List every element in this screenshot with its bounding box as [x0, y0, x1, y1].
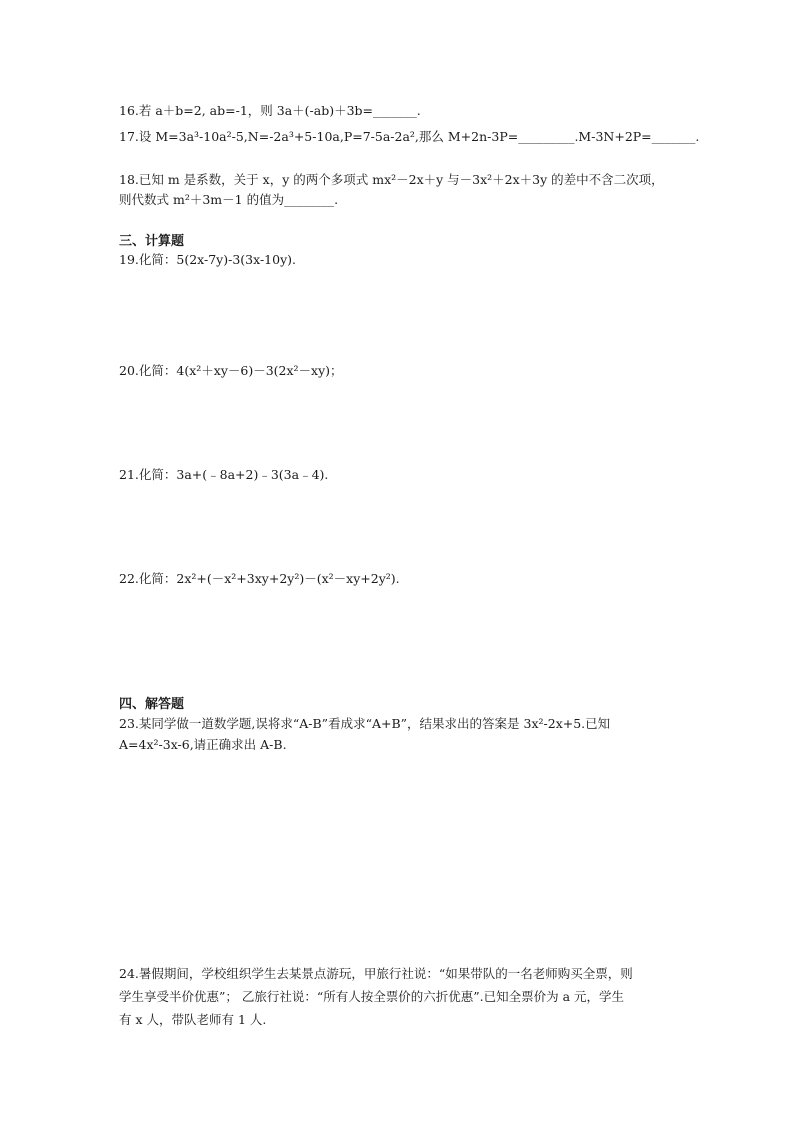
question-18-line-1: 18.已知 m 是系数，关于 x，y 的两个多项式 mx²－2x＋y 与－3x²＋2x＋3y 的差中不含二次项，	[119, 172, 664, 187]
question-17: 17.设 M=3a³-10a²-5,N=-2a³+5-10a,P=7-5a-2a²,那么 M+2n-3P=_________.M-3N+2P=_______.	[119, 129, 700, 144]
question-22: 22.化简：2x²+(－x²+3xy+2y²)－(x²－xy+2y²).	[119, 571, 400, 586]
question-24-line-2: 学生享受半价优惠”； 乙旅行社说：“所有人按全票价的六折优惠”.已知全票价为 a 元，学生	[119, 989, 625, 1004]
question-23-line-1: 23.某同学做一道数学题,误将求“A-B”看成求“A+B”，结果求出的答案是 3x²-2x+5.已知	[119, 716, 611, 731]
section-heading-answers: 四、解答题	[119, 697, 185, 712]
question-24-line-1: 24.暑假期间，学校组织学生去某景点游玩，甲旅行社说：“如果带队的一名老师购买全票，则	[119, 966, 633, 981]
question-23-line-2: A=4x²-3x-6,请正确求出 A-B.	[119, 737, 287, 752]
question-21: 21.化简：3a+(﹣8a+2)﹣3(3a﹣4).	[119, 467, 329, 482]
section-heading-calculation: 三、计算题	[119, 234, 185, 249]
question-19: 19.化简：5(2x-7y)-3(3x-10y).	[119, 252, 296, 267]
question-20: 20.化简：4(x²＋xy－6)－3(2x²－xy)；	[119, 363, 343, 378]
question-16: 16.若 a＋b=2, ab=-1，则 3a＋(-ab)＋3b=_______.	[119, 103, 421, 118]
question-18-line-2: 则代数式 m²＋3m－1 的值为________.	[119, 192, 339, 207]
question-24-line-3: 有 x 人，带队老师有 1 人.	[119, 1012, 267, 1027]
